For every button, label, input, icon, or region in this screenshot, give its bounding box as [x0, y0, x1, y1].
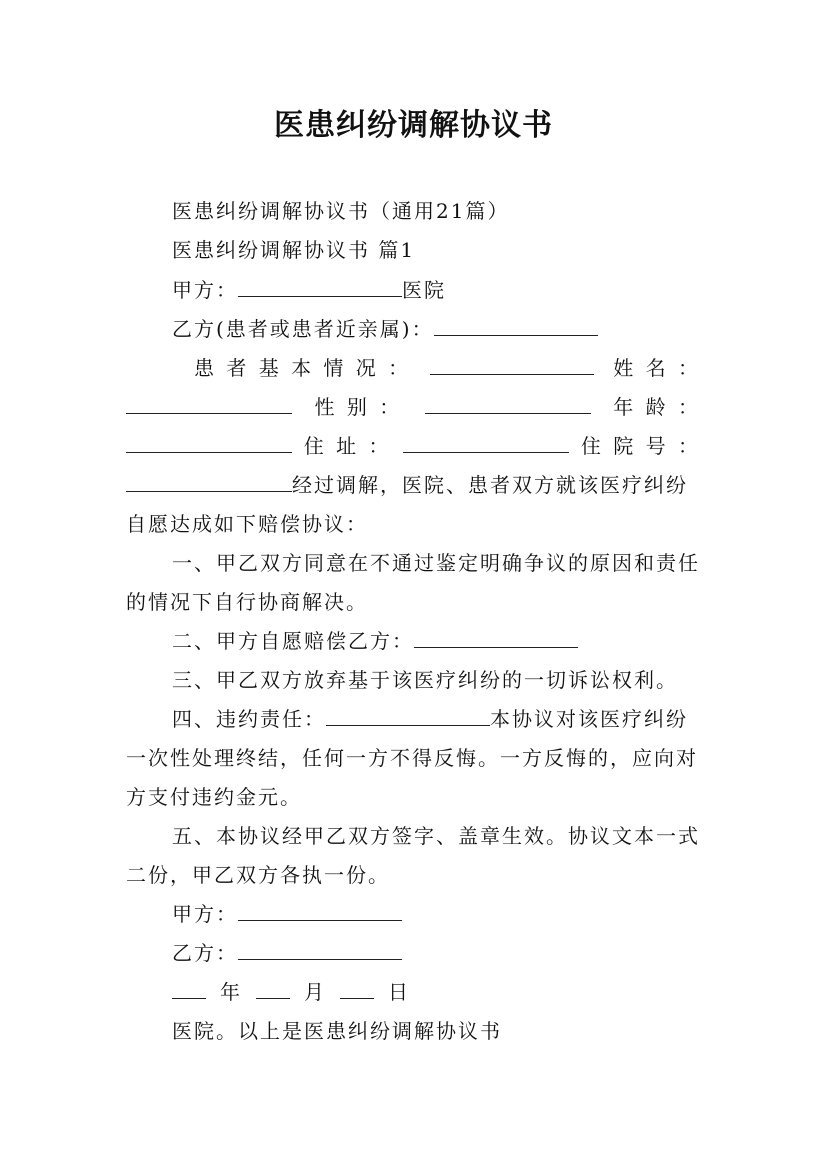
compensation-blank [414, 629, 578, 648]
date-line [172, 979, 410, 1005]
year-blank [172, 980, 206, 999]
patient-info-blank [430, 356, 594, 375]
clause-4-line-2: 一次性处理终结，任何一方不得反悔。一方反悔的，应向对 [126, 746, 698, 770]
address-label: 住 址 ： [303, 434, 392, 458]
name-label: 姓 名 ： [613, 356, 701, 380]
subtitle-line: 医患纠纷调解协议书（通用21篇） [172, 199, 510, 223]
party-a-blank [238, 278, 402, 297]
breach-blank [326, 707, 490, 726]
document-title: 医患纠纷调解协议书 [274, 108, 553, 143]
month-label: 月 [304, 980, 326, 1004]
clause-1-line-2: 的情况下自行协商解决。 [126, 590, 368, 614]
closing-line: 医院。以上是医患纠纷调解协议书 [172, 1019, 502, 1043]
signature-a-blank [238, 902, 402, 921]
day-label: 日 [388, 980, 410, 1004]
party-a-label: 甲方： [172, 278, 238, 302]
address-line [126, 433, 701, 459]
mediation-text-1: 经过调解，医院、患者双方就该医疗纠纷 [292, 473, 688, 497]
mediation-line-1 [126, 472, 688, 498]
day-blank [340, 980, 374, 999]
signature-a-label: 甲方： [172, 902, 238, 926]
clause-5-line-2: 二份，甲乙双方各执一份。 [126, 863, 390, 887]
gender-label: 性 别 ： [314, 395, 403, 419]
clause-1-line-1: 一、甲乙双方同意在不通过鉴定明确争议的原因和责任 [172, 551, 700, 575]
clause-4-label: 四、违约责任： [172, 707, 326, 731]
clause-2-text: 二、甲方自愿赔偿乙方： [172, 629, 414, 653]
party-b-label: 乙方(患者或患者近亲属)： [172, 317, 434, 341]
clause-5-line-1: 五、本协议经甲乙双方签字、盖章生效。协议文本一式 [172, 824, 700, 848]
clause-4-line-1 [172, 706, 688, 732]
clause-2-line [172, 628, 578, 654]
signature-b-label: 乙方： [172, 941, 238, 965]
section-heading: 医患纠纷调解协议书 篇1 [172, 238, 416, 262]
patient-info-line [194, 355, 701, 381]
patient-info-label: 患 者 基 本 情 况 ： [194, 356, 412, 380]
hospital-no-label: 住 院 号 ： [580, 434, 701, 458]
party-a-line [172, 277, 446, 303]
party-a-suffix: 医院 [402, 278, 446, 302]
signature-b-blank [238, 941, 402, 960]
age-blank [126, 434, 292, 453]
clause-4-tail: 本协议对该医疗纠纷 [490, 707, 688, 731]
month-blank [256, 980, 290, 999]
year-label: 年 [220, 980, 242, 1004]
name-blank [126, 395, 292, 414]
address-blank [403, 434, 569, 453]
clause-4-line-3: 方支付违约金元。 [126, 785, 302, 809]
signature-a-line [172, 901, 402, 927]
gender-blank [425, 395, 591, 414]
age-label: 年 龄 ： [613, 395, 701, 419]
gender-age-line [126, 394, 701, 420]
party-b-line [172, 316, 598, 342]
hospital-no-blank [126, 473, 292, 492]
mediation-line-2: 自愿达成如下赔偿协议： [126, 512, 368, 536]
clause-3-line: 三、甲乙双方放弃基于该医疗纠纷的一切诉讼权利。 [172, 668, 678, 692]
party-b-blank [434, 317, 598, 336]
signature-b-line [172, 940, 402, 966]
